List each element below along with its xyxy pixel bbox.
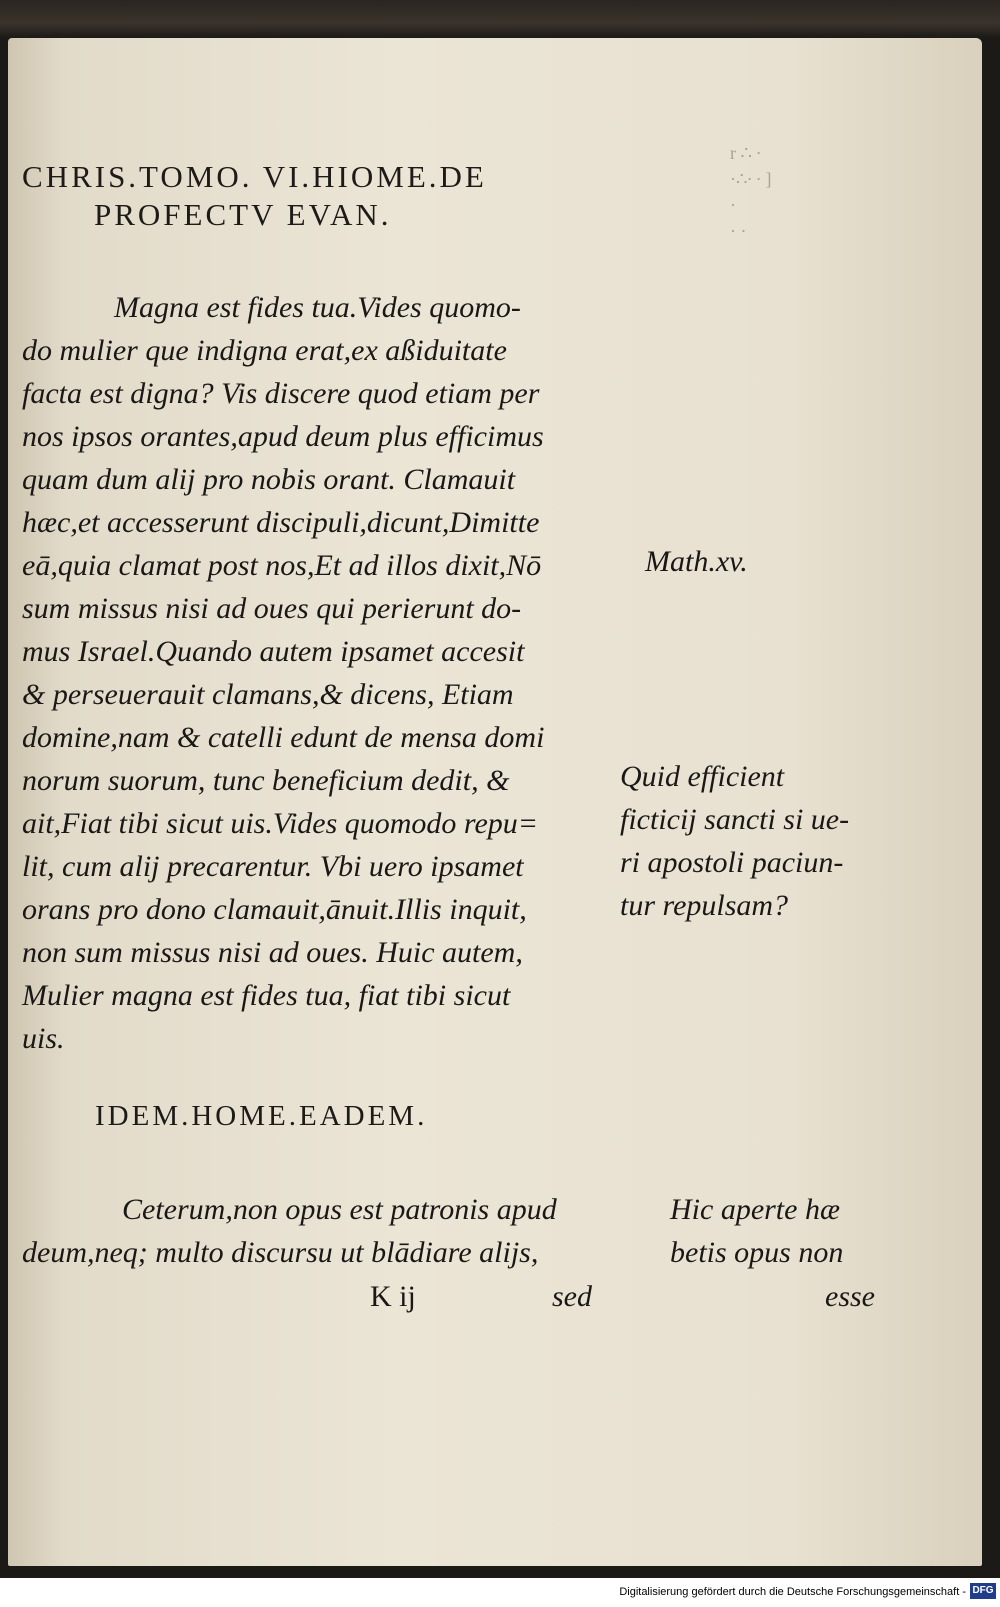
text-line: norum suorum, tunc beneficium dedit, & bbox=[22, 764, 510, 797]
text-line: eā,quia clamat post nos,Et ad illos dixit,Nō bbox=[22, 549, 542, 582]
margin-note-line: Hic aperte hæ bbox=[670, 1193, 840, 1226]
main-text-block bbox=[22, 286, 622, 1060]
text-line: deum,neq; multo discursu ut blādiare alijs, bbox=[22, 1236, 539, 1269]
text-line: do mulier que indigna erat,ex aßiduitate bbox=[22, 334, 507, 367]
margin-note-3 bbox=[670, 1188, 843, 1274]
text-line: Ceterum,non opus est patronis apud bbox=[122, 1193, 557, 1226]
footer-credit: Digitalisierung gefördert durch die Deutsche Forschungsgemeinschaft - bbox=[619, 1586, 966, 1598]
bleed-line: r ∴ ∙ bbox=[730, 143, 761, 163]
dfg-logo: DFG bbox=[970, 1583, 996, 1599]
text-line: orans pro dono clamauit,ānuit.Illis inquit, bbox=[22, 893, 527, 926]
margin-note-line: tur repulsam? bbox=[620, 889, 789, 922]
text-line: facta est digna? Vis discere quod etiam per bbox=[22, 377, 540, 410]
margin-note-1 bbox=[645, 540, 748, 583]
text-line: & perseuerauit clamans,& dicens, Etiam bbox=[22, 678, 514, 711]
header-line-1: CHRIS.TOMO. VI.HIOME.DE bbox=[22, 159, 487, 194]
text-line: uis. bbox=[22, 1022, 65, 1055]
text-line: hæc,et accesserunt discipuli,dicunt,Dimitte bbox=[22, 506, 540, 539]
text-line: sum missus nisi ad oues qui perierunt do- bbox=[22, 592, 522, 625]
header-line-2: PROFECTV EVAN. bbox=[94, 197, 392, 232]
bleed-line: ·∴∙ ∙ ] bbox=[730, 169, 772, 189]
bleed-line: · · bbox=[730, 221, 747, 241]
margin-note-line: ri apostoli paciun- bbox=[620, 846, 844, 879]
second-text-block bbox=[22, 1188, 642, 1274]
text-line: domine,nam & catelli edunt de mensa domi bbox=[22, 721, 545, 754]
margin-catchword: esse bbox=[825, 1280, 875, 1313]
text-line: Magna est fides tua.Vides quomo- bbox=[114, 291, 521, 324]
text-line: nos ipsos orantes,apud deum plus efficimus bbox=[22, 420, 544, 453]
signature-mark: K ij bbox=[370, 1280, 416, 1313]
running-header bbox=[22, 158, 622, 234]
top-edge bbox=[0, 0, 1000, 38]
text-line: lit, cum alij precarentur. Vbi uero ipsamet bbox=[22, 850, 524, 883]
margin-note-line: Math.xv. bbox=[645, 545, 748, 578]
text-line: Mulier magna est fides tua, fiat tibi sicut bbox=[22, 979, 511, 1012]
text-line: quam dum alij pro nobis orant. Clamauit bbox=[22, 463, 516, 496]
text-line: mus Israel.Quando autem ipsamet accesit bbox=[22, 635, 525, 668]
bleed-line: · bbox=[730, 195, 736, 215]
margin-note-line: ficticij sancti si ue- bbox=[620, 803, 850, 836]
text-line: ait,Fiat tibi sicut uis.Vides quomodo repu= bbox=[22, 807, 539, 840]
text-line: non sum missus nisi ad oues. Huic autem, bbox=[22, 936, 523, 969]
bleed-through-marks bbox=[730, 140, 840, 290]
catchword: sed bbox=[552, 1280, 592, 1313]
margin-note-line: Quid efficient bbox=[620, 760, 785, 793]
margin-note-2 bbox=[620, 755, 849, 927]
section-title: IDEM.HOME.EADEM. bbox=[95, 1100, 428, 1132]
margin-note-line: betis opus non bbox=[670, 1236, 844, 1269]
catchword-line bbox=[370, 1275, 970, 1318]
